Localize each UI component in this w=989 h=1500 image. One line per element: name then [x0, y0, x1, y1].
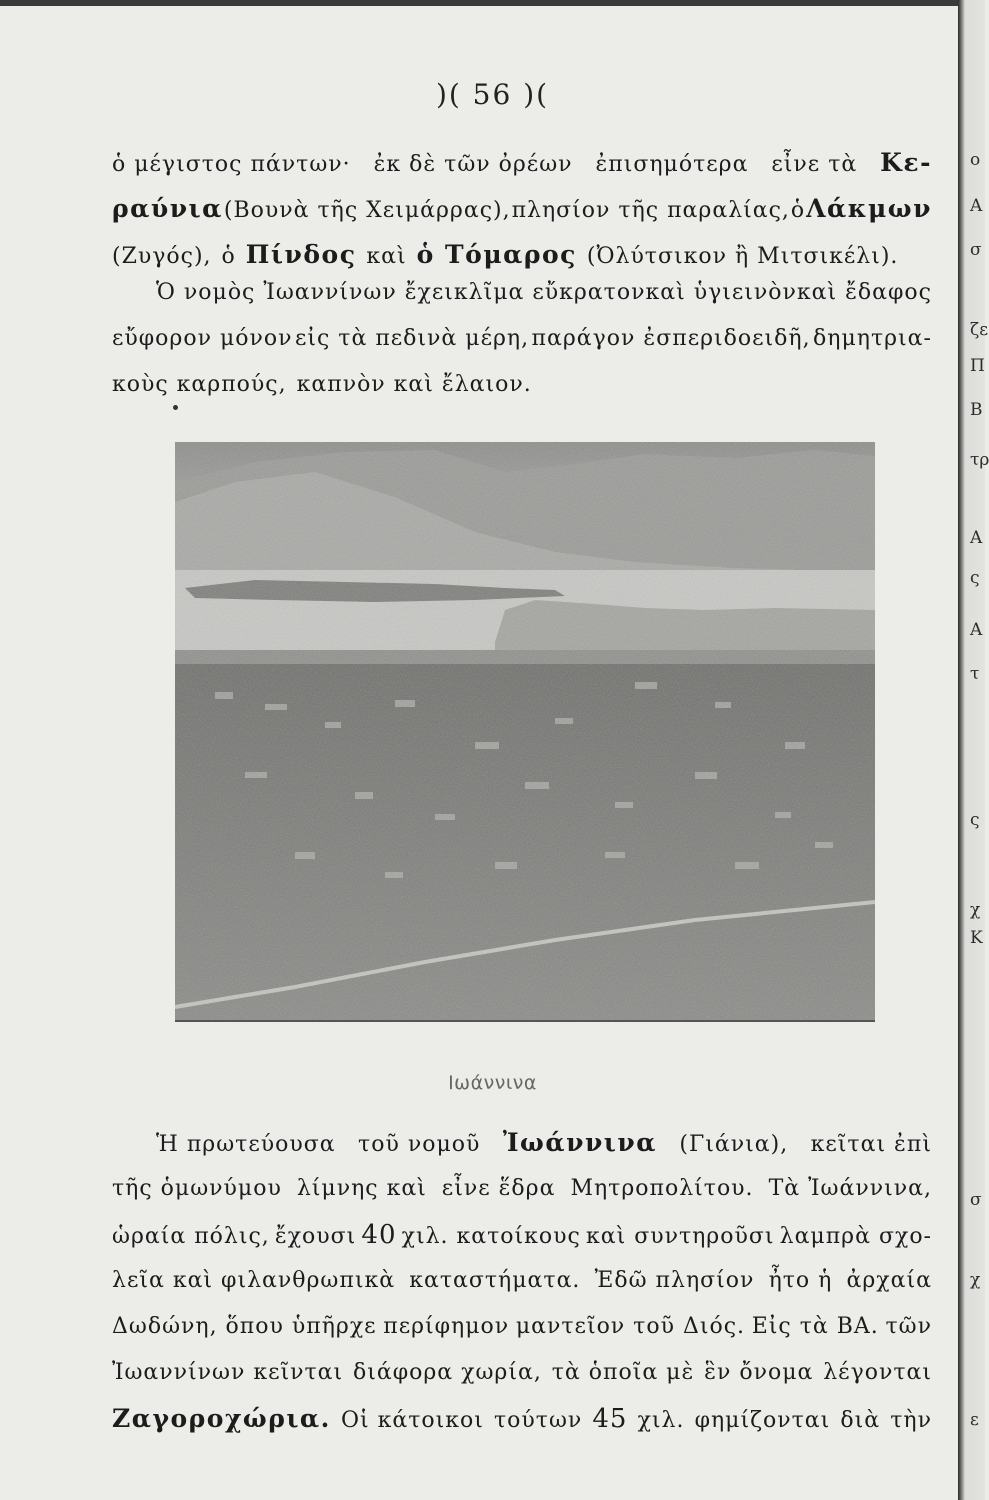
page-top-edge: [0, 0, 985, 6]
text-segment: ἐπισημότερα: [595, 152, 749, 177]
neighbor-fragment: Β: [970, 400, 983, 420]
text-segment: Ἰωαννίνων κεῖνται: [112, 1360, 344, 1385]
text-line: [112, 270, 932, 316]
text-segment: δημητρια-: [813, 326, 932, 351]
bold-term: Πίνδος: [245, 240, 357, 269]
neighbor-fragment: Α: [970, 620, 983, 640]
print-speck: [173, 405, 178, 410]
text-segment: χιλ.: [637, 1408, 685, 1433]
text-segment: ἔχουσι: [274, 1224, 357, 1249]
bold-term: ὁ Τόμαρος: [416, 240, 577, 269]
text-segment: ὁ μέγιστος πάντων·: [112, 152, 351, 177]
text-segment: μαντεῖον τοῦ Διός.: [515, 1314, 746, 1339]
text-line: [112, 140, 932, 186]
bold-term: Κε-: [880, 148, 932, 177]
neighbor-fragment: ζε: [970, 320, 989, 340]
text-segment: Οἱ κάτοικοι: [340, 1408, 484, 1433]
page-number: )( 56 )(: [435, 78, 550, 111]
neighbor-fragment: ς: [970, 568, 980, 588]
text-segment: καταστήματα.: [409, 1268, 581, 1293]
text-segment: τῶν: [885, 1314, 932, 1339]
text-segment: λαμπρὰ σχο-: [779, 1224, 932, 1249]
neighbor-fragment: Κ: [970, 928, 983, 948]
text-segment: κοὺς καρπούς,: [112, 372, 287, 397]
neighbor-fragment: ς: [970, 810, 980, 830]
ioannina-photograph: [175, 442, 875, 1022]
text-segment: τὴν: [890, 1408, 932, 1433]
text-segment: πλησίον τῆς παραλίας,: [511, 198, 790, 223]
neighbor-fragment: σ: [970, 1190, 982, 1210]
text-segment: διάφορα χωρία,: [353, 1360, 542, 1385]
text-segment: ἓν ὄνομα: [704, 1360, 814, 1385]
neighbor-fragment: Α: [970, 528, 983, 548]
text-line: [112, 1212, 932, 1258]
text-segment: (Γιάνια),: [679, 1132, 789, 1157]
figure-caption: Ιωάννινα: [448, 1072, 537, 1094]
text-segment: λίμνης καὶ: [296, 1176, 427, 1201]
text-line: [112, 1120, 932, 1166]
text-segment: εἶνε τὰ: [771, 152, 858, 177]
text-segment: εὔφορον μόνον: [112, 326, 293, 351]
text-segment: καπνὸν καὶ ἔλαιον.: [296, 372, 532, 397]
text-line: [112, 186, 932, 232]
text-line: [112, 1304, 932, 1350]
text-segment: (Ζυγός),: [112, 244, 212, 269]
text-segment: εἶνε ἕδρα: [441, 1176, 556, 1201]
neighbor-fragment: χ: [970, 900, 981, 920]
text-segment: Εἰς τὰ ΒΑ.: [751, 1314, 879, 1339]
number: 40: [361, 1220, 397, 1250]
text-line: [112, 1350, 932, 1396]
text-line: [112, 1258, 932, 1304]
text-segment: τοῦ νομοῦ: [358, 1132, 481, 1157]
neighbor-fragment: τρ: [970, 450, 989, 470]
text-segment: εἰς τὰ πεδινὰ μέρη,: [294, 326, 530, 351]
text-segment: κλῖμα εὔκρατον: [453, 280, 646, 305]
text-segment: καὶ ὑγιεινὸν: [645, 280, 797, 305]
text-line: [112, 1396, 932, 1442]
text-segment: παράγον ἐσπεριδοειδῆ,: [531, 326, 811, 351]
text-segment: (Ὀλύτσικον ἢ Μιτσικέλι).: [586, 244, 899, 269]
text-segment: Μητροπολίτου.: [570, 1176, 754, 1201]
text-segment: ὡραία πόλις,: [112, 1224, 270, 1249]
text-segment: (Βουνὰ τῆς Χειμάρρας),: [223, 198, 511, 223]
text-segment: Ὁ νομὸς Ἰωαννίνων ἔχει: [156, 280, 454, 305]
text-segment: Δωδώνη, ὅπου ὑπῆρχε: [112, 1314, 377, 1339]
neighbor-fragment: ε: [970, 1410, 979, 1430]
neighbor-page-edge: [958, 0, 989, 1500]
text-segment: ἐκ δὲ τῶν ὀρέων: [373, 152, 573, 177]
text-line: [112, 362, 932, 408]
text-segment: περίφημον: [383, 1314, 510, 1339]
neighbor-fragment: Π: [970, 356, 985, 376]
text-segment: διὰ: [840, 1408, 881, 1433]
text-segment: ἦτο ἡ: [768, 1268, 833, 1293]
text-segment: ὁ: [790, 198, 806, 223]
text-segment: λέγονται: [823, 1360, 932, 1385]
text-line: [112, 1166, 932, 1212]
paragraph-climate: [112, 270, 932, 408]
neighbor-fragment: ο: [970, 150, 981, 170]
photo-illustration: [175, 442, 875, 1020]
text-segment: ἀρχαία: [846, 1268, 932, 1293]
paragraph-ioannina: [112, 1120, 932, 1442]
neighbor-fragment: χ: [970, 1270, 981, 1290]
bold-term: Ἰωάννινα: [502, 1128, 657, 1157]
text-segment: κεῖται ἐπὶ: [810, 1132, 932, 1157]
text-segment: Ἡ πρωτεύουσα: [156, 1132, 336, 1157]
text-segment: καὶ: [366, 244, 407, 269]
text-line: [112, 316, 932, 362]
neighbor-fragment: τ: [970, 664, 980, 684]
text-segment: ὁ: [221, 244, 236, 269]
paragraph-mountains: [112, 140, 932, 278]
neighbor-fragment: σ: [970, 240, 982, 260]
text-segment: τῆς ὁμωνύμου: [112, 1176, 282, 1201]
bold-term: Ζαγοροχώρια.: [112, 1404, 331, 1433]
text-segment: Τὰ Ἰωάννινα,: [768, 1176, 932, 1201]
text-segment: καὶ ἔδαφος: [796, 280, 932, 305]
text-segment: χιλ. κατοίκους: [401, 1224, 581, 1249]
text-segment: φημίζονται: [694, 1408, 831, 1433]
number: 45: [592, 1404, 628, 1434]
neighbor-fragment: Α: [970, 196, 983, 216]
text-segment: λεῖα καὶ φιλανθρωπικὰ: [112, 1268, 396, 1293]
text-segment: τούτων: [494, 1408, 583, 1433]
text-segment: Ἐδῶ πλησίον: [594, 1268, 755, 1293]
bold-term: Λάκμων: [806, 194, 932, 223]
text-segment: καὶ συντηροῦσι: [585, 1224, 775, 1249]
bold-term: ραύνια: [112, 194, 223, 223]
text-segment: τὰ ὁποῖα μὲ: [551, 1360, 695, 1385]
